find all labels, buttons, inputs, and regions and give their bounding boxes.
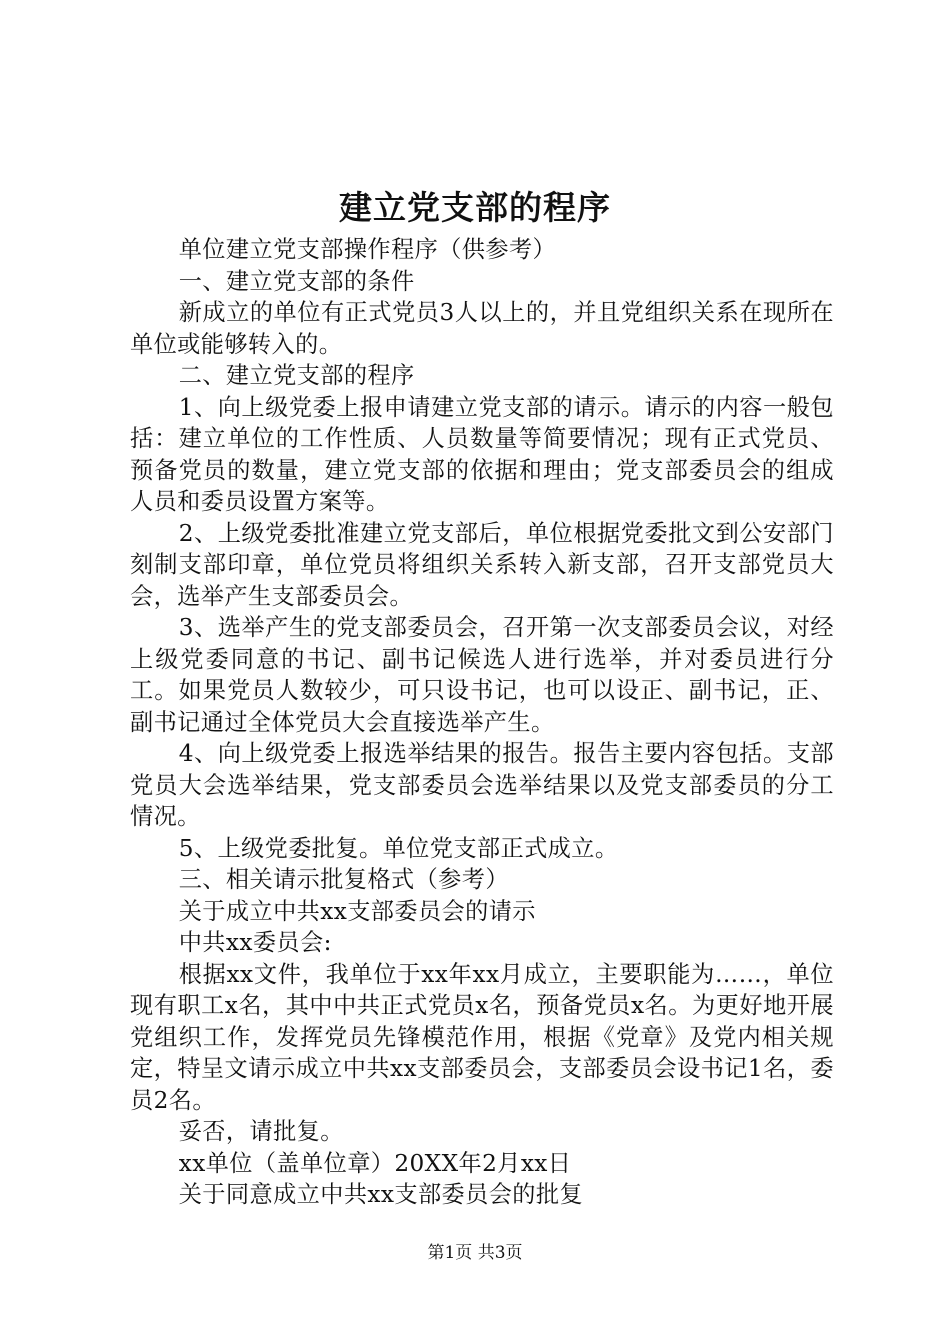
- paragraph-section-three-heading: 三、相关请示批复格式（参考）: [178, 866, 509, 893]
- page-footer: 第1页 共3页: [427, 1243, 523, 1263]
- paragraph-request-signature: xx单位（盖单位章）20XX年2月xx日: [178, 1149, 572, 1177]
- paragraph-section-one-heading: 一、建立党支部的条件: [178, 267, 415, 295]
- paragraph-step-3: 3、选举产生的党支部委员会，召开第一次支部委员会议，对经上级党委同意的书记、副书记候选人进行选举，并对委员进行分工。如果党员人数较少，可只设书记，也可以设正、副书记，正、副书记通过全体党员大会直接选举产生。: [130, 614, 834, 736]
- document-title: 建立党支部的程序: [339, 188, 611, 227]
- paragraph-approval-title: 关于同意成立中共xx支部委员会的批复: [178, 1181, 584, 1208]
- paragraph-heading-intro: 单位建立党支部操作程序（供参考）: [178, 236, 557, 263]
- paragraph-request-title: 关于成立中共xx支部委员会的请示: [178, 897, 536, 925]
- paragraph-step-4: 4、向上级党委上报选举结果的报告。报告主要内容包括。支部党员大会选举结果，党支部委员会选举结果以及党支部委员的分工情况。: [130, 740, 834, 830]
- paragraph-request-closing: 妥否，请批复。: [178, 1118, 344, 1145]
- paragraph-section-two-heading: 二、建立党支部的程序: [178, 362, 415, 389]
- paragraph-step-5: 5、上级党委批复。单位党支部正式成立。: [178, 834, 619, 862]
- paragraph-request-body: 根据xx文件，我单位于xx年xx月成立，主要职能为……，单位现有职工x名，其中中共正式党员x名，预备党员x名。为更好地开展党组织工作，发挥党员先锋模范作用，根据《党章》及党内相关规定，特呈文请示成立中共xx支部委员会，支部委员会设书记1名，委员2名。: [130, 960, 834, 1114]
- paragraph-step-2: 2、上级党委批准建立党支部后，单位根据党委批文到公安部门刻制支部印章，单位党员将组织关系转入新支部，召开支部党员大会，选举产生支部委员会。: [130, 519, 834, 610]
- paragraph-request-addressee: 中共xx委员会:: [178, 929, 332, 956]
- paragraph-conditions: 新成立的单位有正式党员3人以上的，并且党组织关系在现所在单位或能够转入的。: [130, 299, 834, 358]
- paragraph-step-1: 1、向上级党委上报申请建立党支部的请示。请示的内容一般包括：建立单位的工作性质、人员数量等简要情况；现有正式党员、预备党员的数量，建立党支部的依据和理由；党支部委员会的组成人员和委员设置方案等。: [130, 393, 834, 515]
- document-body: [130, 234, 834, 1211]
